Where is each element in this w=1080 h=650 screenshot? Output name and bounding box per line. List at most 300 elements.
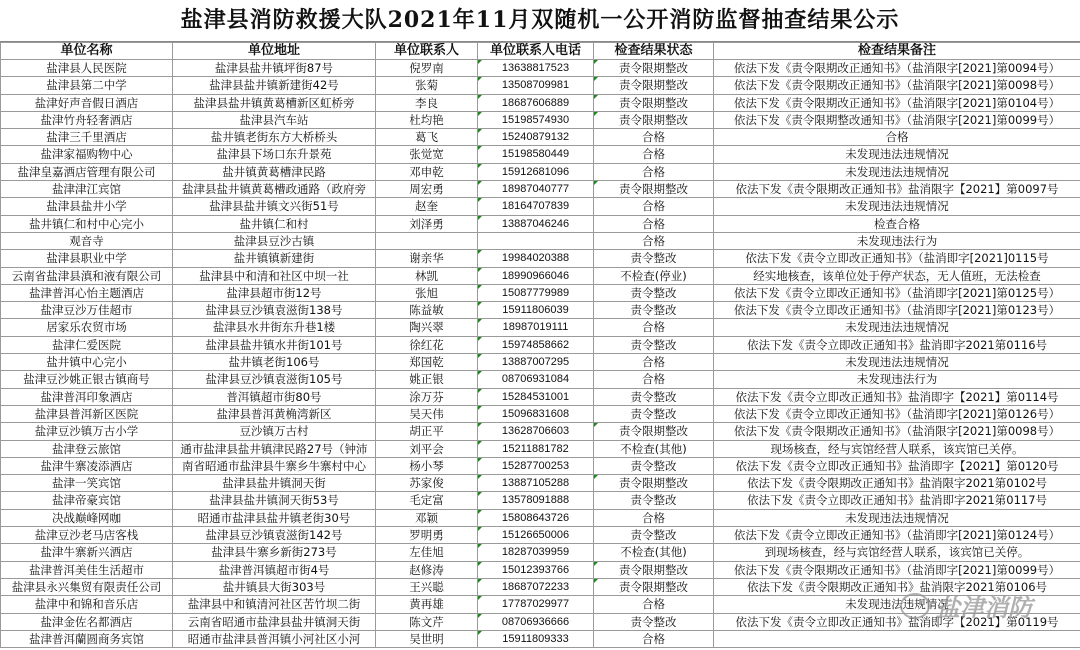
cell-unit-address [173,198,376,215]
cell-contact-person [376,94,478,111]
cell-unit-name [1,77,173,94]
cell-text: 18687606889 [501,96,570,109]
cell-unit-address [173,60,376,77]
cell-result-remark [714,354,1080,371]
cell-text: 依法下发《责令立即改正通知书》盐消即字2021第0116号 [746,337,1048,352]
cell-contact-phone [478,111,594,128]
cell-result-status [594,371,714,388]
cell-text: 15287700253 [501,459,570,472]
cell-result-status [594,181,714,198]
cell-text: 责令限期整改 [619,182,688,197]
cell-unit-name [1,509,173,526]
cell-text: 盐津县职业中学 [46,251,127,266]
cell-text: 责令整改 [630,614,677,629]
cell-text: 盐津县盐井镇文兴街51号 [209,199,339,214]
cell-result-status [594,475,714,492]
cell-result-remark [714,267,1080,284]
cell-unit-name [1,578,173,595]
cell-contact-person [376,77,478,94]
cell-text: 涂万芬 [409,389,444,404]
watermark [900,588,1032,623]
cell-result-status [594,267,714,284]
cell-text: 18687072233 [501,580,570,593]
table-row [1,492,1080,509]
cell-text: 责令整改 [630,285,677,300]
cell-text: 依法下发《责令立即改正通知书》（盐消即字[2021]第0125号） [733,285,1061,300]
cell-result-remark [714,302,1080,319]
cell-text: 居家乐农贸市场 [46,320,127,335]
cell-text: 13887007295 [501,356,570,369]
cell-unit-name [1,561,173,578]
cell-result-remark [714,250,1080,267]
cell-unit-name [1,163,173,180]
cell-text: 15284531001 [501,390,570,403]
cell-contact-phone [478,492,594,509]
header-result-status: 检查结果状态 [594,43,714,60]
cell-result-status [594,509,714,526]
cell-unit-address [173,405,376,422]
cell-text: 15211881782 [502,442,569,455]
cell-text: 盐津县盐井镇洞天街 [222,476,326,491]
cell-text: 18990966046 [501,269,570,282]
cell-text: 不检查(其他) [620,545,687,560]
cell-contact-phone [478,163,594,180]
cell-text: 盐津县豆沙镇袁滋街138号 [205,303,343,318]
cell-unit-name [1,544,173,561]
cell-result-status [594,232,714,249]
cell-contact-phone [478,475,594,492]
cell-text: 检查合格 [874,216,920,231]
cell-unit-address [173,578,376,595]
cell-unit-address [173,77,376,94]
cell-result-status [594,354,714,371]
cell-unit-name [1,371,173,388]
cell-text: 盐津县超市街12号 [226,285,322,300]
cell-text: 依法下发《责令立即改正通知书》盐消即字【2021】第0120号 [735,458,1059,473]
cell-text: 合格 [642,355,665,370]
table-row [1,423,1080,440]
cell-unit-address [173,423,376,440]
cell-contact-person [376,578,478,595]
cell-result-remark [714,492,1080,509]
cell-text: 张旭 [415,285,438,300]
cell-text: 依法下发《责令立即改正通知书》盐消即字2021第0117号 [746,493,1048,508]
header-row [1,43,1080,60]
cell-contact-person [376,60,478,77]
cell-result-remark [714,509,1080,526]
cell-result-status [594,60,714,77]
table-row [1,544,1080,561]
cell-text: 盐津普洱美佳生活超市 [29,562,144,577]
cell-unit-address [173,267,376,284]
cell-text: 盐津县普洱新区医院 [34,406,139,421]
cell-text: 普洱镇超市街80号 [226,389,322,404]
cell-contact-person [376,111,478,128]
cell-contact-person [376,267,478,284]
cell-text: 15126650006 [501,529,570,542]
cell-unit-name [1,215,173,232]
cell-contact-phone [478,232,594,249]
cell-text: 17787029977 [501,598,570,611]
cell-text: 18164707839 [501,200,570,213]
cell-contact-phone [478,371,594,388]
table-row [1,198,1080,215]
cell-text: 盐津帝豪宾馆 [52,493,121,508]
table-row [1,302,1080,319]
wechat-icon [900,593,930,619]
cell-text: 胡正平 [409,424,444,439]
cell-contact-phone [478,77,594,94]
cell-text: 盐津县盐井镇黄葛槽新区虹桥旁 [193,95,355,110]
cell-text: 15911809333 [502,632,569,645]
watermark-text: 盐津消防 [936,594,1032,622]
cell-contact-person [376,405,478,422]
cell-text: 15912681096 [501,165,570,178]
cell-contact-person [376,630,478,647]
cell-text: 王兴聪 [409,579,444,594]
cell-contact-phone [478,596,594,613]
cell-text: 刘平会 [409,441,444,456]
table-row [1,60,1080,77]
cell-text: 盐井镇老街106号 [228,355,320,370]
cell-unit-address [173,475,376,492]
cell-text: 责令整改 [630,406,677,421]
cell-text: 15096831608 [501,407,570,420]
cell-text: 依法下发《责令限期改正通知书》盐消限字2021第0106号 [746,579,1048,594]
cell-unit-address [173,613,376,630]
cell-text: 盐津津江宾馆 [52,182,121,197]
cell-text: 合格 [642,216,665,231]
cell-text: 依法下发《责令限期改正通知书》（盐消即字[2021]第0099号） [733,562,1061,577]
table-row [1,354,1080,371]
cell-text: 未发现违法违规情况 [845,320,949,335]
cell-result-status [594,578,714,595]
cell-text: 责令限期整改 [619,424,688,439]
cell-text: 李良 [415,95,438,110]
cell-text: 15198580449 [501,148,570,161]
cell-text: 合格 [642,510,665,525]
cell-text: 责令整改 [630,303,677,318]
table-row [1,111,1080,128]
cell-result-status [594,319,714,336]
cell-contact-person [376,336,478,353]
cell-contact-phone [478,250,594,267]
cell-contact-person [376,146,478,163]
cell-text: 邓申乾 [409,164,444,179]
cell-result-status [594,388,714,405]
cell-text: 依法下发《责令限期改正通知书》（盐消限字[2021]第0098号） [733,424,1061,439]
cell-contact-person [376,457,478,474]
cell-text: 19984020388 [501,252,570,265]
cell-unit-name [1,319,173,336]
cell-unit-address [173,215,376,232]
table-row [1,284,1080,301]
cell-text: 郑国乾 [409,355,444,370]
cell-text: 盐津县盐井镇水井街101号 [205,337,343,352]
cell-text: 15198574930 [501,113,570,126]
cell-result-status [594,336,714,353]
cell-result-remark [714,111,1080,128]
cell-result-status [594,198,714,215]
cell-result-status [594,527,714,544]
cell-text: 未发现违法违规情况 [845,164,949,179]
cell-result-remark [714,181,1080,198]
cell-contact-phone [478,319,594,336]
cell-unit-address [173,354,376,371]
cell-contact-person [376,250,478,267]
cell-result-status [594,146,714,163]
cell-contact-phone [478,509,594,526]
cell-text: 15012393766 [501,563,570,576]
cell-text: 责令限期整改 [619,61,688,75]
cell-text: 盐津县人民医院 [46,61,127,75]
cell-text: 盐津豆沙镇万古小学 [34,424,139,439]
cell-text: 现场核查，经与宾馆经营人联系，该宾馆已关停。 [770,441,1024,456]
header-unit-name: 单位名称 [1,43,173,60]
cell-text: 13628706603 [501,425,570,438]
table-row [1,232,1080,249]
cell-text: 不检查(停业) [620,268,687,283]
cell-result-remark [714,630,1080,647]
cell-text: 盐津普洱印象酒店 [40,389,133,404]
cell-text: 合格 [642,233,665,248]
cell-text: 陶兴翠 [409,320,444,335]
cell-unit-name [1,405,173,422]
cell-text: 依法下发《责令立即改正通知书》盐消即字【2021】第0119号 [735,614,1059,629]
table-row [1,371,1080,388]
cell-text: 左佳旭 [409,545,444,560]
cell-text: 合格 [885,130,909,145]
cell-text: 盐津普洱蘭圆商务宾馆 [29,631,144,646]
cell-contact-person [376,181,478,198]
cell-text: 赵修涛 [409,562,444,577]
cell-contact-person [376,163,478,180]
cell-text: 15087779989 [501,286,570,299]
cell-text: 依法下发《责令限期改正通知书》盐消限字【2021】第0097号 [735,182,1059,197]
cell-text: 倪罗南 [409,61,444,75]
cell-contact-phone [478,561,594,578]
cell-text: 08706931084 [501,373,570,386]
cell-text: 15808643726 [501,511,570,524]
cell-contact-phone [478,405,594,422]
cell-text: 18287039959 [501,546,570,559]
cell-result-status [594,284,714,301]
cell-text: 盐井镇县大街303号 [222,579,326,594]
cell-unit-name [1,181,173,198]
cell-unit-name [1,596,173,613]
cell-unit-address [173,319,376,336]
cell-result-remark [714,440,1080,457]
cell-text: 盐津好声音假日酒店 [34,95,139,110]
cell-result-status [594,440,714,457]
cell-text: 盐津县第二中学 [46,78,127,93]
cell-text: 未发现违法行为 [856,233,938,248]
cell-text: 姚正银 [409,372,444,387]
cell-text: 合格 [642,164,665,179]
cell-unit-name [1,613,173,630]
cell-text: 邓颖 [415,510,438,525]
cell-text: 盐津中和锦和音乐店 [34,597,139,612]
cell-text: 盐津县盐井小学 [46,199,127,214]
table-row [1,163,1080,180]
cell-result-remark [714,544,1080,561]
cell-text: 南省昭通市盐津县牛寨乡牛寨村中心 [182,458,366,473]
cell-text: 盐津县下场口东升景苑 [216,147,332,162]
cell-text: 15974858662 [501,338,570,351]
cell-contact-phone [478,388,594,405]
header-result-remark: 检查结果备注 [714,43,1080,60]
cell-text: 责令限期整改 [619,95,688,110]
header-contact-phone: 单位联系人电话 [478,43,594,60]
cell-contact-phone [478,60,594,77]
cell-result-status [594,613,714,630]
cell-result-status [594,250,714,267]
cell-unit-name [1,336,173,353]
cell-text: 盐津县中和镇清河社区苦竹坝二街 [187,597,361,612]
cell-result-remark [714,475,1080,492]
cell-text: 张觉宽 [409,147,444,162]
cell-unit-name [1,146,173,163]
cell-text: 决战巅峰网咖 [52,510,121,525]
cell-text: 13887046246 [501,217,570,230]
cell-unit-name [1,630,173,647]
cell-text: 依法下发《责令立即改正通知书》（盐消即字[2021]第0124号） [733,528,1061,543]
cell-contact-phone [478,578,594,595]
cell-text: 盐津县豆沙镇袁滋街142号 [205,528,343,543]
cell-text: 吴天伟 [409,406,444,421]
cell-text: 依法下发《责令限期改正通知书》（盐消限字[2021]第0094号） [733,61,1061,75]
header-contact-person: 单位联系人 [376,43,478,60]
cell-text: 盐井镇仁和村 [239,216,309,231]
cell-text: 依法下发《责令限期改正通知书》（盐消限字[2021]第0104号） [733,95,1061,110]
cell-text: 责令限期整改 [619,112,688,127]
cell-text: 盐井镇仁和村中心完小 [29,216,144,231]
cell-unit-address [173,492,376,509]
cell-unit-address [173,336,376,353]
cell-text: 盐津县盐井镇洞天街53号 [209,493,339,508]
cell-text: 15240879132 [501,131,570,144]
cell-contact-person [376,232,478,249]
cell-text: 盐津牛寨新兴酒店 [40,545,133,560]
cell-result-remark [714,60,1080,77]
cell-unit-address [173,596,376,613]
cell-result-status [594,77,714,94]
cell-text: 盐津仁爱医院 [52,337,121,352]
cell-contact-person [376,215,478,232]
cell-result-remark [714,284,1080,301]
cell-text: 盐津家福购物中心 [40,147,133,162]
cell-text: 08706936666 [501,615,570,628]
cell-text: 盐津普洱心怡主题酒店 [29,285,144,300]
cell-text: 责令限期整改 [619,562,688,577]
cell-text: 合格 [642,147,665,162]
cell-text: 依法下发《责令限期改正通知书》盐消限字2021第0102号 [746,476,1048,491]
cell-text: 盐津县汽车站 [239,112,309,127]
cell-text: 盐津牛寨凌添酒店 [40,458,133,473]
cell-text: 合格 [642,320,665,335]
cell-text: 张菊 [415,78,438,93]
cell-text: 责令整改 [630,251,677,266]
cell-unit-name [1,527,173,544]
cell-text: 苏家俊 [409,476,444,491]
cell-text: 依法下发《责令立即改正通知书》（盐消即字[2021]第0126号） [733,406,1061,421]
cell-text: 盐井镇黄葛槽津民路 [222,164,326,179]
cell-unit-name [1,267,173,284]
cell-contact-person [376,319,478,336]
cell-text: 云南省盐津县滇和液有限公司 [11,268,162,283]
cell-text: 15911806039 [502,304,569,317]
cell-unit-name [1,60,173,77]
cell-unit-address [173,129,376,146]
cell-text: 罗明勇 [409,528,444,543]
table-row [1,630,1080,647]
cell-contact-person [376,371,478,388]
cell-unit-name [1,423,173,440]
cell-contact-person [376,302,478,319]
cell-text: 盐津县盐井镇坪街87号 [214,61,334,75]
cell-text: 盐津县水井街东升巷1楼 [212,320,336,335]
cell-contact-phone [478,354,594,371]
cell-text: 盐津一笑宾馆 [52,476,121,491]
cell-text: 盐津县盐井镇黄葛槽政通路（政府旁 [182,182,366,197]
cell-result-remark [714,561,1080,578]
cell-text: 徐红花 [409,337,444,352]
cell-text: 盐津竹舟轻奢酒店 [40,112,133,127]
cell-text: 盐井镇镇新建街 [233,251,315,266]
table-row [1,94,1080,111]
cell-contact-person [376,509,478,526]
cell-text: 责令整改 [630,389,677,404]
cell-text: 合格 [642,631,665,646]
cell-text: 责令整改 [630,493,677,508]
cell-unit-address [173,250,376,267]
cell-text: 谢亲华 [409,251,444,266]
cell-unit-address [173,630,376,647]
cell-text: 未发现违法违规情况 [845,597,949,612]
cell-contact-phone [478,284,594,301]
table-row [1,440,1080,457]
cell-text: 通市盐津县盐井镇津民路27号（钟沛 [180,441,368,456]
cell-result-remark [714,423,1080,440]
cell-unit-address [173,509,376,526]
cell-text: 杨小琴 [409,458,444,473]
cell-unit-name [1,492,173,509]
cell-text: 盐津登云旅馆 [52,441,121,456]
cell-text: 13578091888 [501,494,570,507]
cell-text: 盐津豆沙姚正银古镇商号 [23,372,150,387]
table-row [1,388,1080,405]
cell-text: 13887105288 [501,477,570,490]
cell-unit-name [1,457,173,474]
cell-unit-name [1,440,173,457]
cell-contact-person [376,388,478,405]
cell-unit-address [173,544,376,561]
cell-contact-person [376,284,478,301]
cell-text: 责令限期整改 [619,476,688,491]
cell-text: 盐津县普洱黄桷湾新区 [216,406,332,421]
cell-text: 黄再雄 [409,597,444,612]
cell-contact-person [376,475,478,492]
table-row [1,250,1080,267]
table-row [1,129,1080,146]
cell-text: 盐津皇嘉酒店管理有限公司 [17,164,156,179]
table-row [1,405,1080,422]
table-row [1,215,1080,232]
cell-unit-address [173,527,376,544]
inspection-results-table [0,42,1080,648]
cell-unit-name [1,111,173,128]
cell-unit-address [173,111,376,128]
